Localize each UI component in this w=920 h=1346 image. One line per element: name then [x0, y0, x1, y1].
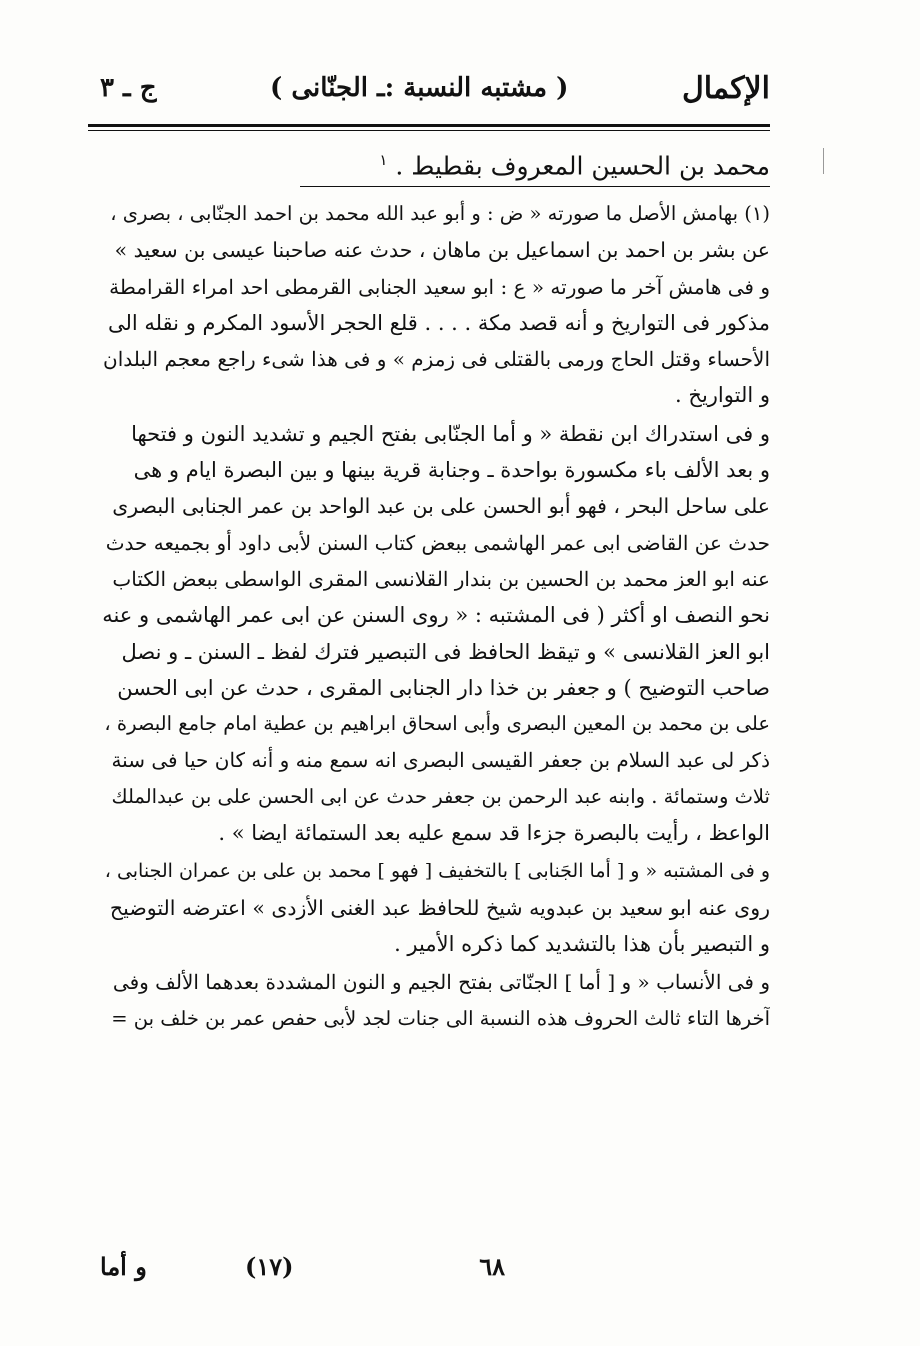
main-entry [110, 138, 770, 182]
page-footer [100, 1252, 770, 1292]
footnote-line: و التواريخ . [675, 383, 770, 408]
footnote-line: ابو العز القلانسى » و تيقظ الحافظ فى التبصير فترك لفظ ـ السنن ـ و نصل [121, 639, 770, 664]
footnote-paragraph [100, 853, 770, 962]
margin-mark [823, 148, 824, 174]
footnote-line: ذكر لى عبد السلام بن جعفر القيسى البصرى انه سمع منه و أنه كان حيا فى سنة [111, 748, 770, 773]
page-number: ٦٨ [479, 1252, 505, 1281]
running-header [100, 60, 770, 116]
header-rule-thick [88, 124, 770, 127]
footnote-line: و فى الأنساب « و [ أما ] الجنّاتى بفتح الجيم و النون المشددة بعدهما الألف وفى [112, 970, 770, 995]
footnote-line: الواعظ ، رأيت بالبصرة جزءا قد سمع عليه بعد الستمائة ايضا » . [218, 821, 770, 846]
catchword: و أما [100, 1252, 147, 1281]
footnote-line: ثلاث وستمائة . وابنه عبد الرحمن بن جعفر حدث عن ابى الحسن على بن عبدالملك [111, 784, 770, 808]
book-title: الإكمال [681, 70, 770, 106]
footnote-line: و بعد الألف باء مكسورة بواحدة ـ وجنابة قرية بينها و بين البصرة ايام و هى [133, 458, 770, 483]
footnotes-block [100, 196, 770, 1039]
header-rule-thin [88, 130, 770, 131]
signature-mark: (١٧) [245, 1252, 294, 1281]
footnote-paragraph [100, 416, 770, 852]
footnote-paragraph [100, 196, 770, 414]
footnote-ref: ١ [379, 151, 388, 169]
footnote-line: عنه ابو العز محمد بن الحسين بن بندار القلانسى المقرى الواسطى ببعض الكتاب [112, 566, 770, 591]
footnote-line: عن بشر بن احمد بن اسماعيل بن ماهان ، حدث عنه صاحبنا عيسى بن سعيد » [114, 238, 770, 263]
footnote-line: على ساحل البحر ، فهو أبو الحسن على بن عبد الواحد بن عمر الجنابى البصرى [112, 494, 770, 519]
footnote-line: (١) بهامش الأصل ما صورته « ض : و أبو عبد الله محمد بن احمد الجنّابى ، بصرى ، [110, 202, 770, 225]
footnote-line: و فى المشتبه « و [ أما الجَنابى ] بالتخفيف [ فهو ] محمد بن على بن عمران الجنابى ، [104, 860, 770, 883]
footnote-line: و فى استدراك ابن نقطة « و أما الجنّابى بفتح الجيم و تشديد النون و فتحها [131, 421, 770, 446]
footnote-line: و فى هامش آخر ما صورته « ع : ابو سعيد الجنابى القرمطى احد امراء القرامطة [109, 274, 770, 299]
footnote-line: على بن محمد بن المعين البصرى وأبى اسحاق ابراهيم بن عطية امام جامع البصرة ، [104, 712, 770, 736]
footnote-paragraph [100, 964, 770, 1037]
footnote-line: آخرها التاء ثالث الحروف هذه النسبة الى جنات لجد لأبى حفص عمر بن خلف بن = [111, 1006, 770, 1030]
section-title: ( مشتبه النسبة :ـ الجنّانى ) [270, 73, 569, 103]
volume-number: ج ـ ٣ [100, 73, 157, 103]
footnote-line: حدث عن القاضى ابى عمر الهاشمى ببعض كتاب السنن لأبى داود أو بجميعه حدث [105, 530, 770, 555]
footnote-line: الأحساء وقتل الحاج ورمى بالقتلى فى زمزم » و فى هذا شىء راجع معجم البلدان [103, 347, 770, 372]
footnote-line: صاحب التوضيح ) و جعفر بن خذا دار الجنابى المقرى ، حدث عن ابى الحسن [117, 675, 770, 700]
footnote-separator [300, 186, 770, 187]
footnote-line: روى عنه ابو سعيد بن عبدويه شيخ للحافظ عبد الغنى الأزدى » اعترضه التوضيح [109, 895, 770, 920]
entry-text: محمد بن الحسين المعروف بقطيط . [395, 151, 770, 181]
footnote-line: نحو النصف او أكثر ( فى المشتبه : « روى السنن عن ابى عمر الهاشمى و عنه [102, 603, 770, 628]
footnote-line: مذكور فى التواريخ و أنه قصد مكة . . . . قلع الحجر الأسود المكرم و نقله الى [107, 310, 770, 335]
footnote-line: و التبصير بأن هذا بالتشديد كما ذكره الأمير . [394, 931, 770, 956]
